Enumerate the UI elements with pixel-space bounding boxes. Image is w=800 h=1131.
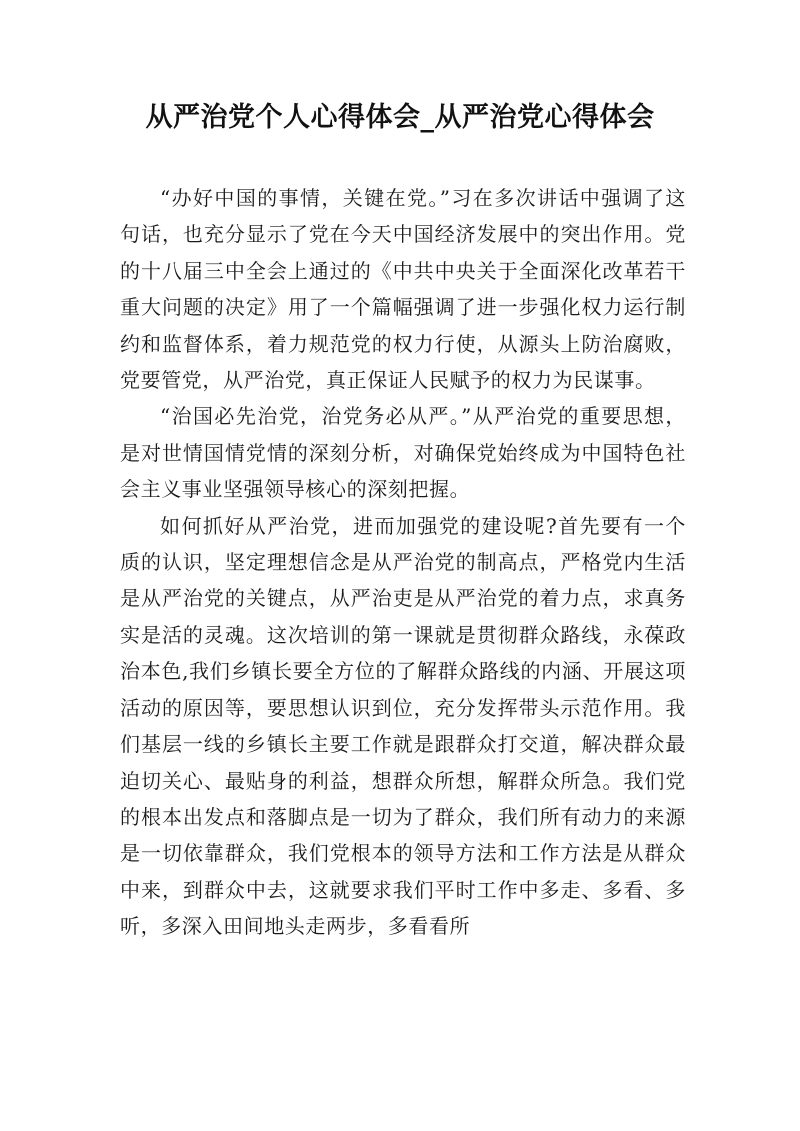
paragraph-2: “治国必先治党，治党务必从严。”从严治党的重要思想，是对世情国情党情的深刻分析，对确保党始终成为中国特色社会主义事业坚强领导核心的深刻把握。 (120, 404, 686, 502)
document-body (120, 180, 686, 945)
document-title: 从严治党个人心得体会_从严治党心得体会 (145, 102, 655, 133)
paragraph-3: 如何抓好从严治党，进而加强党的建设呢?首先要有一个质的认识，坚定理想信念是从严治党的制高点，严格党内生活是从严治党的关键点，从严治吏是从严治党的着力点，求真务实是活的灵魂。这次培训的第一课就是贯彻群众路线，永葆政治本色,我们乡镇长要全方位的了解群众路线的内涵、开展这项活动的原因等，要思想认识到位，充分发挥带头示范作用。我们基层一线的乡镇长主要工作就是跟群众打交道，解决群众最迫切关心、最贴身的利益，想群众所想，解群众所急。我们党的根本出发点和落脚点是一切为了群众，我们所有动力的来源是一切依靠群众，我们党根本的领导方法和工作方法是从群众中来，到群众中去，这就要求我们平时工作中多走、多看、多听，多深入田间地头走两步，多看看所 (120, 513, 686, 939)
paragraph-1: “办好中国的事情，关键在党。”习在多次讲话中强调了这句话，也充分显示了党在今天中国经济发展中的突出作用。党的十八届三中全会上通过的《中共中央关于全面深化改革若干重大问题的决定》用了一个篇幅强调了进一步强化权力运行制约和监督体系，着力规范党的权力行使，从源头上防治腐败，党要管党，从严治党，真正保证人民赋予的权力为民谋事。 (120, 186, 686, 393)
